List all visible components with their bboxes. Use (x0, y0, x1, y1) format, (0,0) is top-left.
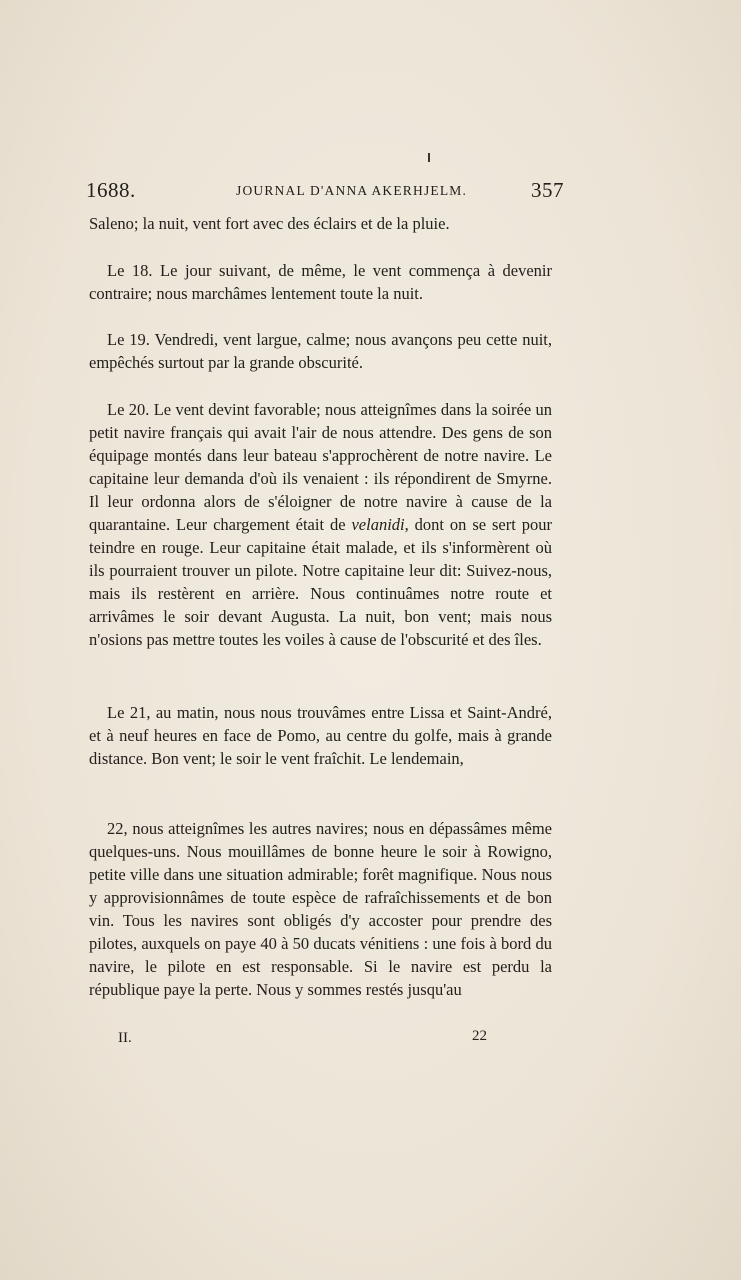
day-20-text-start: Le 20. Le vent devint favorable; nous atteignîmes dans la soirée un petit navire français qui avait l'air de nous attendre. Des gens de son équipage montés dans leur bateau s'approchèrent de notre navire. Le capitaine leur demanda d'où ils venaient : ils répondirent de Smyrne. Il leur ordonna alors de s'éloigner de notre navire à cause de la quarantaine. Leur chargement était de (89, 400, 552, 534)
gathering-number: 22 (472, 1028, 487, 1044)
header-year: 1688. (86, 178, 136, 202)
day-20-text-end: , dont on se sert pour teindre en rouge. Leur capitaine était malade, et ils s'informèrent où ils pourraient trouver un pilote. Notre capitaine leur dit: Suivez-nous, mais ils restèrent en arrière. Nous continuâmes notre route et arrivâmes le soir devant Augusta. La nuit, bon vent; mais nous n'osions pas mettre toutes les voiles à cause de l'obscurité et des îles. (89, 515, 552, 649)
signature-mark: II. (118, 1030, 132, 1046)
paragraph-continuation: Saleno; la nuit, vent fort avec des éclairs et de la pluie. (89, 214, 450, 233)
paragraph-day-22: 22, nous atteignîmes les autres navires; nous en dépassâmes même quelques-uns. Nous mouillâmes de bonne heure le soir à Rowigno, petite ville dans une situation admirable; forêt magnifique. Nous nous y approvisionnâmes de toute espèce de rafraîchissements et de bon vin. Tous les navires sont obligés d'y accoster pour prendre des pilotes, auxquels on paye 40 à 50 ducats vénitiens : une fois à bord du navire, le pilote en est responsable. Si le navire est perdu la république paye la perte. Nous y sommes restés jusqu'au (89, 819, 552, 999)
paragraph-day-19: Le 19. Vendredi, vent largue, calme; nous avançons peu cette nuit, empêchés surtout par la grande obscurité. (89, 330, 552, 372)
running-header (86, 178, 564, 210)
page-number: 357 (531, 178, 564, 202)
paragraph-day-18: Le 18. Le jour suivant, de même, le vent commença à devenir contraire; nous marchâmes lentement toute la nuit. (89, 261, 552, 303)
paragraph-day-21: Le 21, au matin, nous nous trouvâmes entre Lissa et Saint-André, et à neuf heures en face de Pomo, au centre du golfe, mais à grande distance. Bon vent; le soir le vent fraîchit. Le lendemain, (89, 703, 552, 768)
running-title: JOURNAL D'ANNA AKERHJELM. (236, 183, 468, 198)
paragraph-day-20 (89, 398, 552, 651)
ink-mark (428, 153, 430, 162)
velanidi-italic: velanidi (351, 515, 405, 534)
